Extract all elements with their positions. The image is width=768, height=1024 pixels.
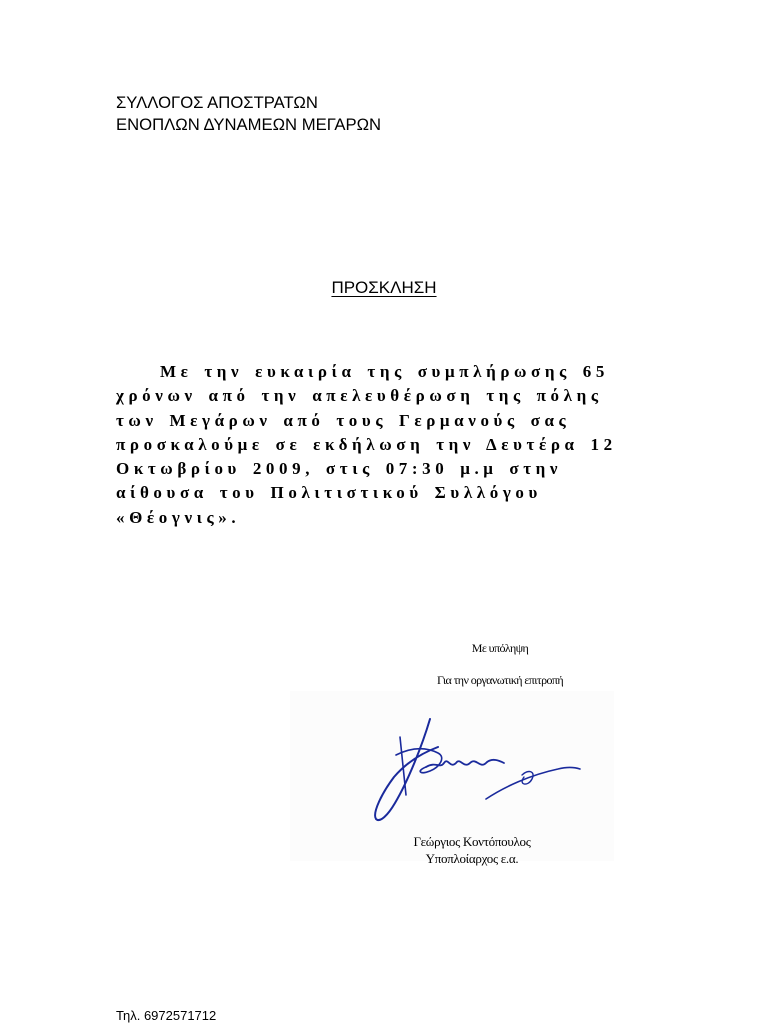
signature-strokes (375, 719, 580, 820)
body-line-2: χρόνων από την απελευθέρωση της πόλης (116, 386, 603, 406)
document-title (0, 277, 768, 299)
organization-name-line-1: ΣΥΛΛΟΓΟΣ ΑΠΟΣΤΡΑΤΩΝ (116, 93, 318, 112)
document-title-text: ΠΡΟΣΚΛΗΣΗ (331, 278, 437, 297)
contact-phone: Τηλ. 6972571712 (116, 1008, 217, 1023)
invitation-body (116, 360, 616, 530)
signer-name: Γεώργιος Κοντόπουλος (413, 834, 531, 849)
body-line-1: Με την ευκαιρία της συμπλήρωσης 65 (160, 362, 609, 381)
body-line-4: προσκαλούμε σε εκδήλωση την Δευτέρα 12 (116, 434, 617, 454)
organization-header (116, 92, 381, 136)
body-line-3: των Μεγάρων από τους Γερμανούς σας (116, 410, 571, 430)
closing-committee: Για την οργανωτική επιτροπή (436, 673, 564, 687)
signer-rank: Υποπλοίαρχος ε.α. (425, 851, 519, 866)
organization-name-line-2: ΕΝΟΠΛΩΝ ΔΥΝΑΜΕΩΝ ΜΕΓΑΡΩΝ (116, 115, 382, 134)
body-line-7: «Θέογνις». (116, 507, 241, 527)
body-line-6: αίθουσα του Πολιτιστικού Συλλόγου (116, 483, 542, 503)
closing-greeting: Με υπόληψη (471, 641, 529, 655)
body-line-5: Οκτωβρίου 2009, στις 07:30 μ.μ στην (116, 459, 563, 479)
